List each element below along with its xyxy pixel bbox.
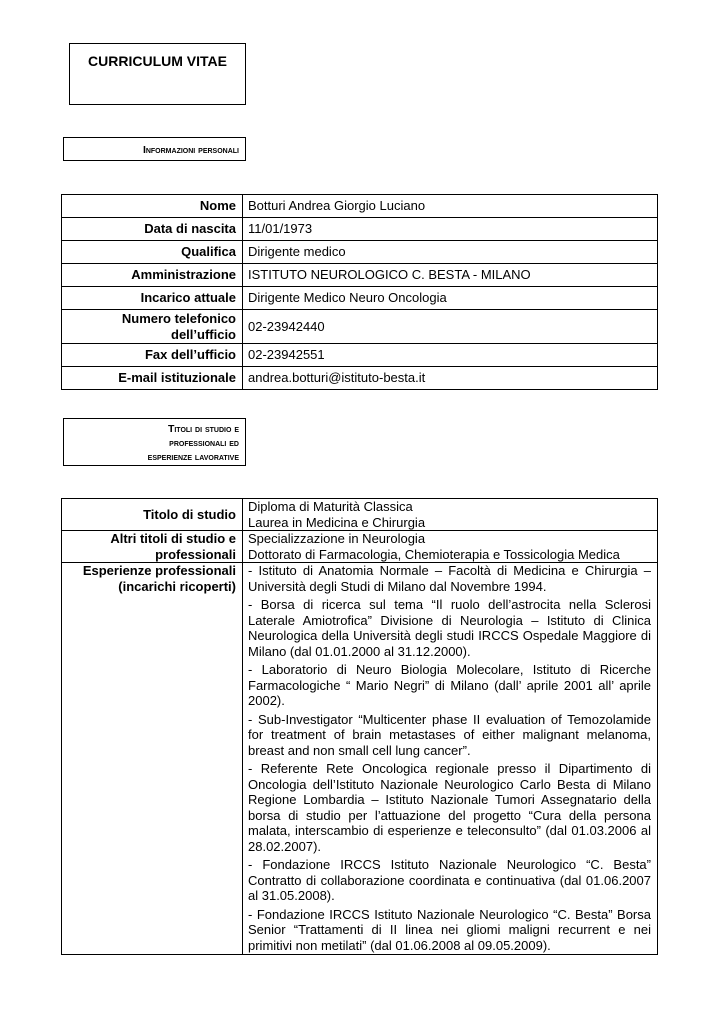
info-value: ISTITUTO NEUROLOGICO C. BESTA - MILANO	[243, 264, 658, 287]
info-row-qualifica	[62, 241, 658, 264]
studies-label	[62, 563, 243, 955]
studies-value-line: Diploma di Maturità Classica	[248, 499, 413, 514]
info-value: 02-23942551	[243, 344, 658, 367]
experience-list	[243, 563, 658, 955]
studies-label-line: Esperienze professionali	[82, 563, 236, 578]
info-row-amministrazione	[62, 264, 658, 287]
experience-entry: - Fondazione IRCCS Istituto Nazionale Neurologico “C. Besta” Borsa Senior “Trattamenti di II linea nei gliomi maligni recurrent e nei primitivi non metilati” (dal 01.06.2008 al 09.05.2009).	[248, 906, 651, 953]
studies-label	[62, 531, 243, 563]
info-row-fax	[62, 344, 658, 367]
studies-value-line: Dottorato di Farmacologia, Chemioterapia e Tossicologia Medica	[248, 546, 620, 562]
experience-entry: - Referente Rete Oncologica regionale presso il Dipartimento di Oncologia dell’Istituto Nazionale Neurologico Carlo Besta di Milano Regione Lombardia – Istituto Nazionale Tumori Assegnatario della borsa di studio per l’attuazione del progetto “Cura della persona malata, interscambio di esperienze e teleconsulto” (dal 01.03.2006 al 28.02.2007).	[248, 761, 651, 854]
info-label-line: Numero telefonico	[121, 311, 236, 326]
info-row-incarico	[62, 287, 658, 310]
studies-value	[243, 531, 658, 563]
info-label: Fax dell’ufficio	[62, 344, 243, 367]
info-label-line: dell’ufficio	[171, 326, 236, 342]
cv-title-box	[69, 43, 246, 105]
cv-title: CURRICULUM VITAE	[88, 53, 227, 69]
personal-info-section-label	[63, 137, 246, 161]
studies-label-line: professionali	[155, 546, 236, 562]
studies-label-line: (incarichi ricoperti)	[118, 578, 236, 594]
info-value: 02-23942440	[243, 310, 658, 344]
info-value: Botturi Andrea Giorgio Luciano	[243, 195, 658, 218]
studies-row-esperienze	[62, 563, 658, 955]
experience-entry: - Laboratorio di Neuro Biologia Molecolare, Istituto di Ricerche Farmacologiche “ Mario Negri” di Milano (dall’ aprile 2001 all’ aprile 2002).	[248, 662, 651, 708]
info-value: Dirigente Medico Neuro Oncologia	[243, 287, 658, 310]
studies-row-altri-titoli	[62, 531, 658, 563]
info-row-nome	[62, 195, 658, 218]
experience-entry: - Sub-Investigator “Multicenter phase II evaluation of Temozolamide for treatment of brain metastases of either malignant melanoma, breast and non small cell lung cancer”.	[248, 711, 651, 758]
info-label: Qualifica	[62, 241, 243, 264]
studies-heading-line: esperienze lavorative	[147, 451, 239, 463]
info-label: Data di nascita	[62, 218, 243, 241]
studies-value-line: Specializzazione in Neurologia	[248, 531, 426, 546]
personal-info-table	[61, 194, 658, 390]
info-value: 11/01/1973	[243, 218, 658, 241]
info-label	[62, 310, 243, 344]
experience-entry: - Fondazione IRCCS Istituto Nazionale Neurologico “C. Besta” Contratto di collaborazione coordinata e continuativa (dal 01.06.2007 al 31.05.2008).	[248, 857, 651, 903]
info-row-data-nascita	[62, 218, 658, 241]
info-label: E-mail istituzionale	[62, 367, 243, 390]
studies-row-titolo	[62, 499, 658, 531]
studies-table	[61, 498, 658, 955]
info-label: Incarico attuale	[62, 287, 243, 310]
studies-heading-line: Titoli di studio e	[167, 423, 239, 435]
info-value: andrea.botturi@istituto-besta.it	[243, 367, 658, 390]
info-value: Dirigente medico	[243, 241, 658, 264]
experience-entry: - Borsa di ricerca sul tema “Il ruolo dell’astrocita nella Sclerosi Laterale Amiotrofica” Divisione di Neurologia – Istituto di Clinica Neurologica della Università degli studi IRCCS Ospedale Maggiore di Milano (dal 01.01.2000 al 31.12.2000).	[248, 597, 651, 659]
studies-value-line: Laurea in Medicina e Chirurgia	[248, 514, 426, 530]
studies-heading-line: professionali ed	[169, 437, 239, 449]
studies-section-label	[63, 418, 246, 466]
info-label: Amministrazione	[62, 264, 243, 287]
studies-value	[243, 499, 658, 531]
info-row-telefono	[62, 310, 658, 344]
experience-entry: - Istituto di Anatomia Normale – Facoltà di Medicina e Chirurgia – Università degli Studi di Milano dal Novembre 1994.	[248, 563, 651, 594]
personal-info-heading: Informazioni personali	[142, 144, 239, 156]
info-label: Nome	[62, 195, 243, 218]
studies-label: Titolo di studio	[62, 499, 243, 531]
info-row-email	[62, 367, 658, 390]
studies-label-line: Altri titoli di studio e	[110, 531, 236, 546]
